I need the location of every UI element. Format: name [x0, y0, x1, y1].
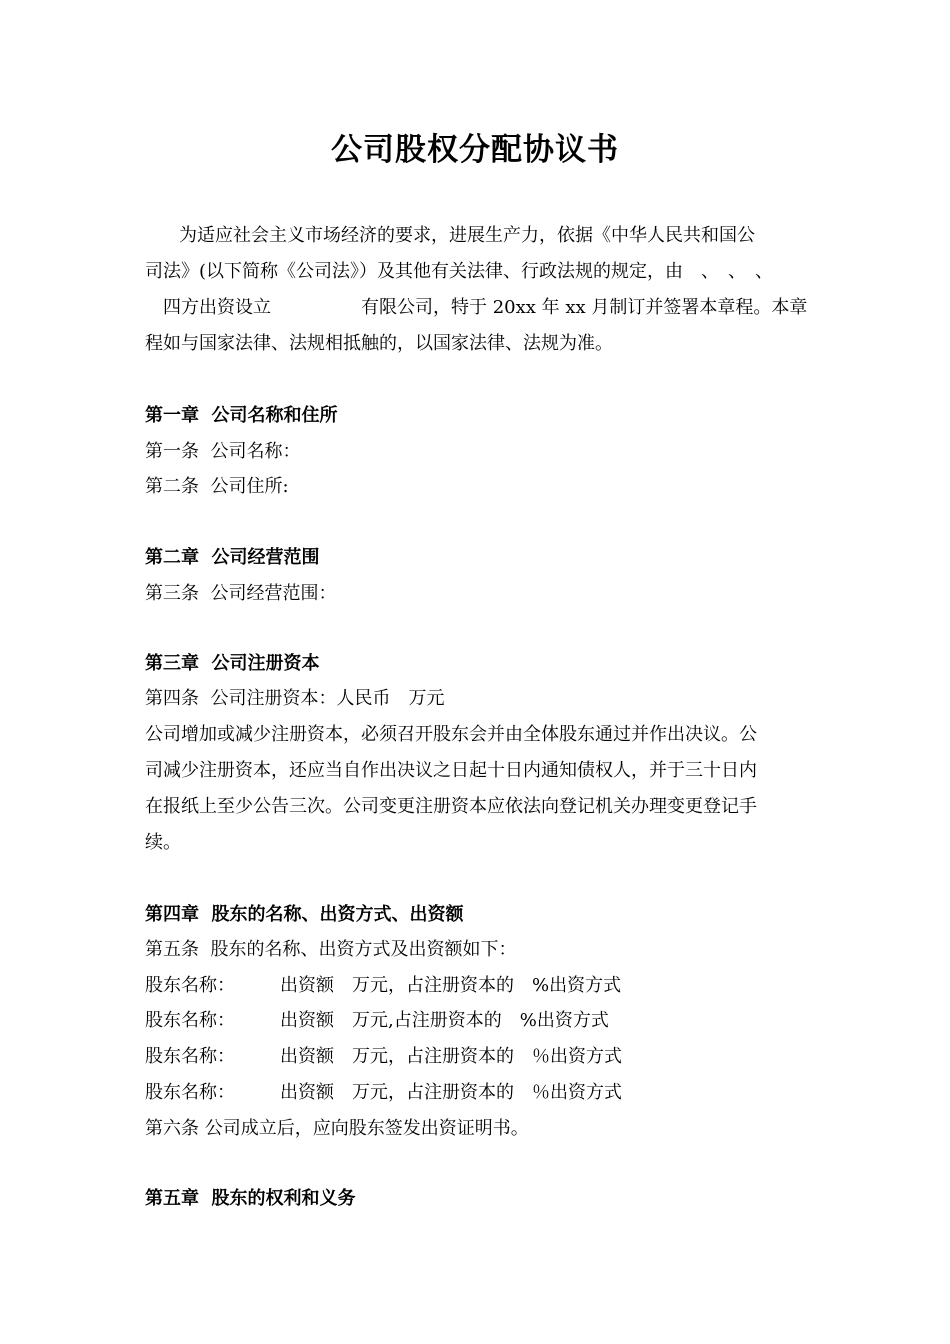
- article-5: 第五条 股东的名称、出资方式及出资额如下：: [145, 939, 517, 960]
- shareholder-row: [145, 1039, 622, 1075]
- document-title: 公司股权分配协议书: [331, 132, 619, 168]
- capital-para-line-3: 在报纸上至少公告三次。公司变更注册资本应依法向登记机关办理变更登记手: [145, 796, 757, 817]
- chapter-5-heading: 第五章 股东的权利和义务: [145, 1188, 356, 1209]
- contribution-detail: 万元，占注册资本的 ％出资方式: [334, 1082, 622, 1103]
- shareholder-name-label: 股东名称：: [145, 1046, 235, 1067]
- contribution-label: 出资额: [280, 1010, 334, 1031]
- shareholder-row: [145, 1003, 609, 1039]
- intro-line-1: 为适应社会主义市场经济的要求，进展生产力，依据《中华人民共和国公: [179, 225, 755, 246]
- intro-line-2: 司法》(以下简称《公司法》）及其他有关法律、行政法规的规定，由 、 、 、: [145, 261, 774, 282]
- chapter-2-heading: 第二章 公司经营范围: [145, 547, 320, 568]
- contribution-detail: 万元，占注册资本的 ％出资方式: [334, 1046, 622, 1067]
- article-4: 第四条 公司注册资本：人民币 万元: [145, 688, 445, 709]
- shareholder-name-label: 股东名称：: [145, 975, 235, 996]
- contribution-label: 出资额: [280, 975, 334, 996]
- shareholder-name-label: 股东名称：: [145, 1082, 235, 1103]
- article-1: 第一条 公司名称：: [145, 441, 301, 462]
- intro-line-3: 四方出资设立 有限公司，特于 20xx 年 xx 月制订并签署本章程。本章: [145, 297, 808, 318]
- article-3: 第三条 公司经营范围：: [145, 583, 337, 604]
- chapter-3-heading: 第三章 公司注册资本: [145, 653, 320, 674]
- chapter-1-heading: 第一章 公司名称和住所: [145, 405, 338, 426]
- capital-para-line-2: 司减少注册资本，还应当自作出决议之日起十日内通知债权人，并于三十日内: [145, 760, 757, 781]
- contribution-detail: 万元,占注册资本的 %出资方式: [334, 1010, 609, 1031]
- shareholder-row: [145, 1075, 622, 1111]
- capital-para-line-1: 公司增加或减少注册资本，必须召开股东会并由全体股东通过并作出决议。公: [145, 724, 757, 745]
- contribution-detail: 万元，占注册资本的 %出资方式: [334, 975, 622, 996]
- article-2: 第二条 公司住所:: [145, 476, 289, 497]
- chapter-4-heading: 第四章 股东的名称、出资方式、出资额: [145, 904, 464, 925]
- shareholder-name-label: 股东名称：: [145, 1010, 235, 1031]
- contribution-label: 出资额: [280, 1046, 334, 1067]
- article-6: 第六条 公司成立后，应向股东签发出资证明书。: [145, 1118, 529, 1139]
- capital-para-line-4: 续。: [145, 832, 181, 853]
- shareholder-row: [145, 968, 621, 1004]
- intro-line-4: 程如与国家法律、法规相抵触的，以国家法律、法规为准。: [145, 333, 613, 354]
- contribution-label: 出资额: [280, 1082, 334, 1103]
